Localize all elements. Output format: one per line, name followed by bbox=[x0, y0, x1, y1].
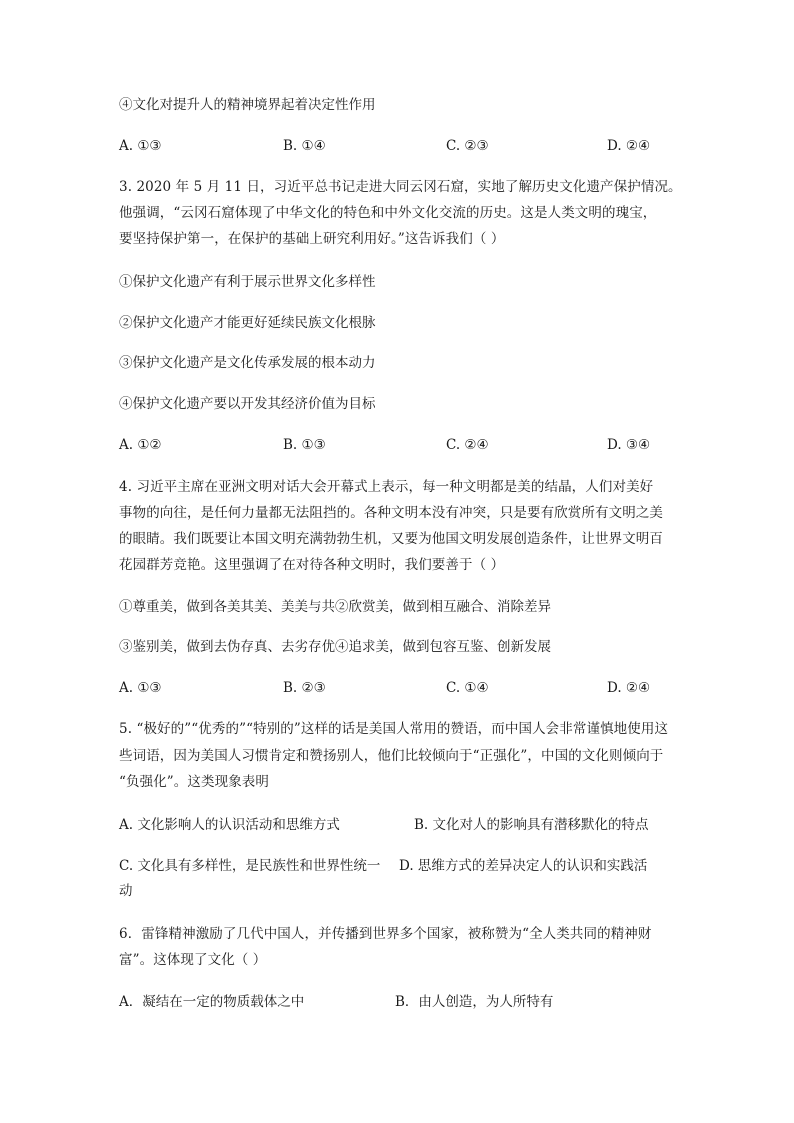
q3-stem-line-1: 3. 2020 年 5 月 11 日，习近平总书记走进大同云冈石窟，实地了解历史文化遗产保护情况。 bbox=[119, 179, 682, 195]
q2-item-4: ④文化对提升人的精神境界起着决定性作用 bbox=[119, 97, 376, 113]
q4-option-c: C. ①④ bbox=[446, 680, 489, 696]
q3-option-c: C. ②④ bbox=[446, 437, 489, 453]
q5-stem-line-3: “负强化”。这类现象表明 bbox=[119, 774, 270, 790]
q3-item-1: ①保护文化遗产有利于展示世界文化多样性 bbox=[119, 274, 376, 290]
q6-stem-line-1: 6．雷锋精神激励了几代中国人，并传播到世界多个国家，被称赞为“全人类共同的精神财 bbox=[119, 926, 652, 942]
q5-option-a: A. 文化影响人的认识活动和思维方式 bbox=[119, 817, 340, 833]
q5-stem-line-1: 5. “极好的”“优秀的”“特别的”这样的话是美国人常用的赞语，而中国人会非常谨慎地使用这 bbox=[119, 721, 669, 737]
q4-items-line-2: ③鉴别美，做到去伪存真、去劣存优④追求美，做到包容互鉴、创新发展 bbox=[119, 639, 551, 655]
q2-option-d: D. ②④ bbox=[607, 138, 651, 154]
q3-stem-line-2: 他强调，“云冈石窟体现了中华文化的特色和中外文化交流的历史。这是人类文明的瑰宝， bbox=[119, 205, 657, 221]
q5-options-row-2 bbox=[119, 856, 679, 876]
q3-options bbox=[119, 435, 679, 455]
q5-option-b: B. 文化对人的影响具有潜移默化的特点 bbox=[414, 817, 649, 833]
q2-options bbox=[119, 136, 679, 156]
q4-stem-line-1: 4. 习近平主席在亚洲文明对话大会开幕式上表示，每一种文明都是美的结晶，人们对美好 bbox=[119, 479, 654, 495]
q3-item-4: ④保护文化遗产要以开发其经济价值为目标 bbox=[119, 396, 376, 412]
q3-option-d: D. ③④ bbox=[607, 437, 651, 453]
q4-option-d: D. ②④ bbox=[607, 680, 651, 696]
q2-option-b: B. ①④ bbox=[283, 138, 326, 154]
q3-option-a: A. ①② bbox=[119, 437, 162, 453]
q5-option-d: D. 思维方式的差异决定人的认识和实践活 bbox=[399, 858, 648, 874]
q4-options bbox=[119, 678, 679, 698]
q3-option-b: B. ①③ bbox=[283, 437, 326, 453]
q5-stem-line-2: 些词语，因为美国人习惯肯定和赞扬别人，他们比较倾向于“正强化”，中国的文化则倾向于 bbox=[119, 748, 664, 764]
q4-option-a: A. ①③ bbox=[119, 680, 162, 696]
q4-stem-line-4: 花园群芳竞艳。这里强调了在对待各种文明时，我们要善于（ ） bbox=[119, 557, 505, 573]
q5-option-c: C. 文化具有多样性，是民族性和世界性统一 bbox=[119, 858, 381, 874]
q4-items-line-1: ①尊重美，做到各美其美、美美与共②欣赏美，做到相互融合、消除差异 bbox=[119, 599, 551, 615]
q6-stem-line-2: 富”。这体现了文化（ ） bbox=[119, 952, 267, 968]
q6-option-a: A．凝结在一定的物质载体之中 bbox=[119, 994, 305, 1010]
q3-stem-line-3: 要坚持保护第一，在保护的基础上研究利用好。”这告诉我们（ ） bbox=[119, 231, 505, 247]
q2-option-a: A. ①③ bbox=[119, 138, 162, 154]
q3-item-2: ②保护文化遗产才能更好延续民族文化根脉 bbox=[119, 315, 376, 331]
q6-options-row-1 bbox=[119, 992, 679, 1012]
q3-item-3: ③保护文化遗产是文化传承发展的根本动力 bbox=[119, 355, 376, 371]
q4-stem-line-2: 事物的向往，是任何力量都无法阻挡的。各种文明本没有冲突，只是要有欣赏所有文明之美 bbox=[119, 505, 663, 521]
q4-stem-line-3: 的眼睛。我们既要让本国文明充满勃勃生机，又要为他国文明发展创造条件，让世界文明百 bbox=[119, 531, 663, 547]
q5-options-row-1 bbox=[119, 815, 679, 835]
q6-option-b: B．由人创造，为人所特有 bbox=[395, 994, 554, 1010]
q5-option-d-continued: 动 bbox=[119, 883, 133, 899]
q4-option-b: B. ②③ bbox=[283, 680, 326, 696]
q2-option-c: C. ②③ bbox=[446, 138, 489, 154]
